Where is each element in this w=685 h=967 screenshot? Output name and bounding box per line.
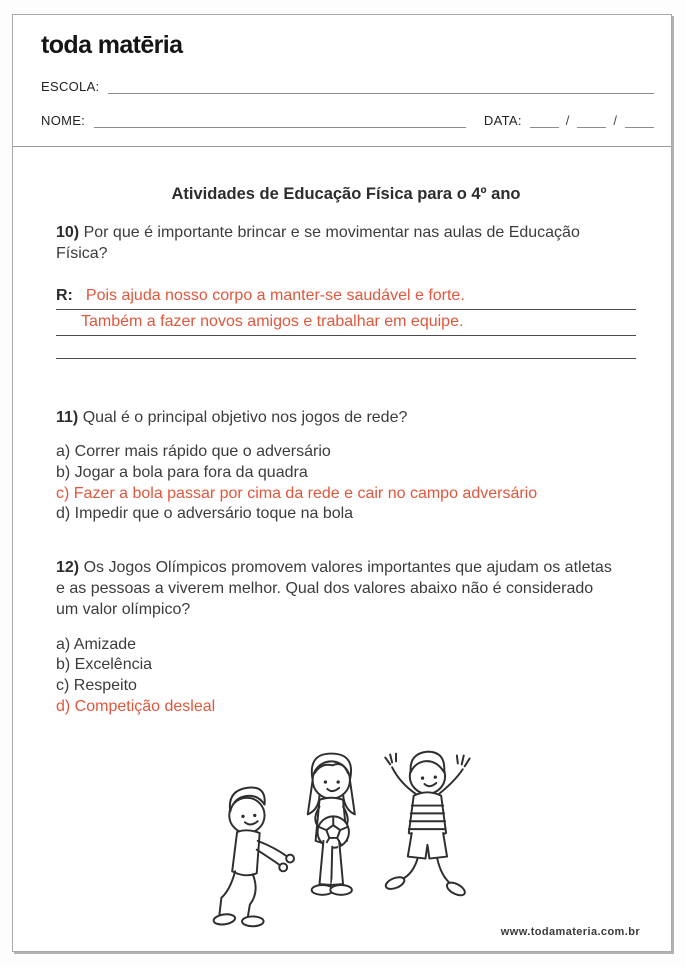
boy-jumping-figure: [384, 752, 470, 898]
question-11-number: 11): [56, 408, 79, 426]
question-12: [56, 558, 616, 621]
answer-text-2: Também a fazer novos amigos e trabalhar em equipe.: [81, 312, 464, 330]
question-10-number: 10): [56, 223, 80, 241]
option-12-c: c) Respeito: [56, 677, 137, 695]
date-year-line[interactable]: [625, 113, 654, 128]
option-11-c-highlighted: c) Fazer a bola passar por cima da rede e cair no campo adversário: [56, 484, 538, 502]
children-playing-illustration: [56, 731, 636, 946]
question-11: [56, 408, 616, 429]
girl-with-ball-figure: [308, 754, 355, 895]
date-day-line[interactable]: [530, 113, 559, 128]
worksheet-content: [13, 147, 671, 946]
date-month-line[interactable]: [577, 113, 606, 128]
option-11-b: b) Jogar a bola para fora da quadra: [56, 464, 308, 482]
option-11-a: a) Correr mais rápido que o adversário: [56, 443, 331, 461]
question-12-options: [56, 635, 636, 718]
answer-text-3: [56, 356, 69, 358]
answer-prefix: R:: [56, 286, 73, 304]
date-label: DATA:: [483, 113, 522, 128]
question-10-text: Por que é importante brincar e se movimentar nas aulas de Educação Física?: [56, 223, 580, 262]
question-10-answer-block: [56, 284, 636, 359]
school-label: ESCOLA:: [41, 79, 100, 94]
answer-line-3[interactable]: [56, 336, 636, 359]
date-separator: /: [565, 113, 570, 128]
answer-text-1: Pois ajuda nosso corpo a manter-se saudável e forte.: [85, 286, 465, 304]
name-label: NOME:: [41, 113, 86, 128]
worksheet-title: Atividades de Educação Física para o 4º ano: [171, 185, 521, 203]
website-url: www.todamateria.com.br: [500, 926, 640, 938]
option-12-d-highlighted: d) Competição desleal: [56, 697, 216, 715]
option-12-b: b) Excelência: [56, 656, 153, 674]
question-11-options: [56, 442, 636, 525]
date-separator: /: [613, 113, 617, 128]
question-12-text: Os Jogos Olímpicos promovem valores importantes que ajudam os atletas e as pessoas a viverem melhor. Qual dos valores abaixo não é considerado um valor olímpico?: [56, 558, 612, 618]
brand-logo: toda matēria: [41, 31, 183, 59]
option-11-d: d) Impedir que o adversário toque na bola: [56, 505, 354, 523]
school-field-row: [41, 79, 654, 94]
question-10: [56, 223, 604, 265]
school-input-line[interactable]: [108, 79, 654, 94]
question-12-number: 12): [56, 558, 80, 576]
answer-line-1[interactable]: [56, 284, 636, 310]
worksheet-page: [12, 14, 672, 952]
name-date-field-row: [41, 113, 654, 128]
answer-line-2[interactable]: [56, 310, 636, 336]
option-12-a: a) Amizade: [56, 635, 137, 653]
name-input-line[interactable]: [94, 113, 466, 128]
boy-crouching-figure: [213, 788, 294, 927]
question-11-text: Qual é o principal objetivo nos jogos de rede?: [82, 408, 408, 426]
page-header: [13, 15, 671, 128]
